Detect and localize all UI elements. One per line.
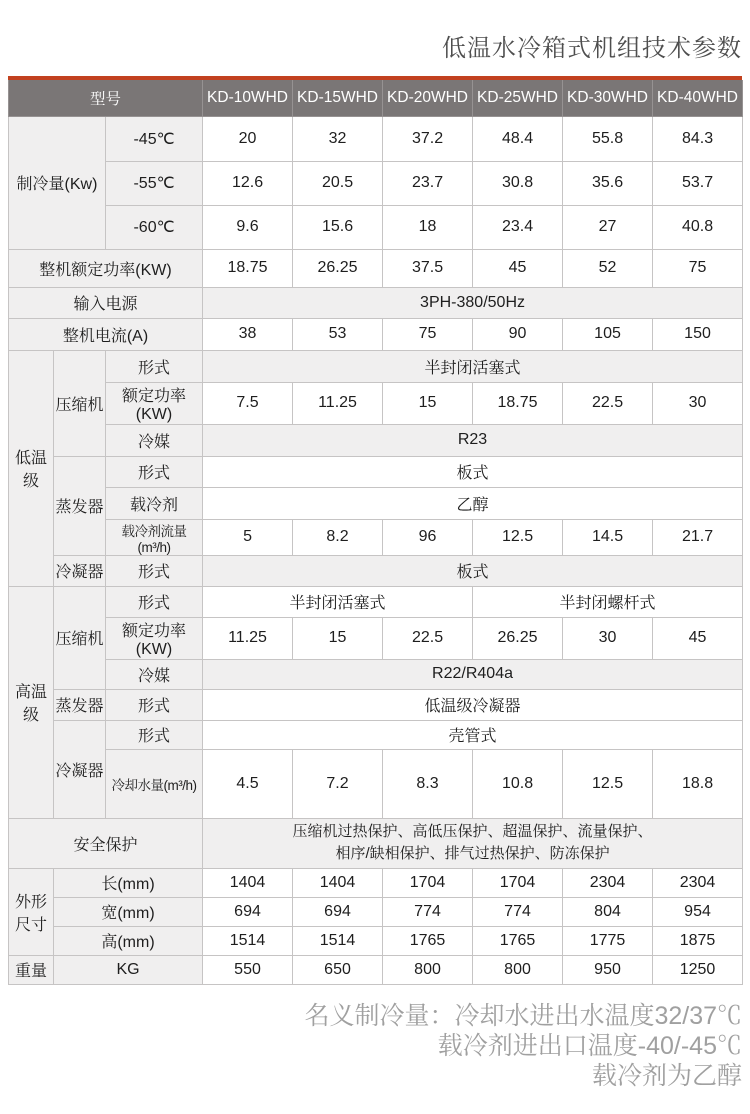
value-cell: 774 bbox=[383, 897, 473, 926]
dimension-row-label: 宽(mm) bbox=[54, 897, 203, 926]
high-compressor-power-row bbox=[9, 617, 743, 659]
coolant-flow-label: 载冷剂流量(m³/h) bbox=[106, 519, 203, 555]
value-cell: 18.75 bbox=[203, 249, 293, 287]
value-cell: 1765 bbox=[473, 926, 563, 955]
low-compressor-power-row bbox=[9, 382, 743, 424]
low-refrigerant-row bbox=[9, 424, 743, 456]
model-header-row bbox=[9, 80, 743, 116]
value-cell: 55.8 bbox=[563, 116, 653, 161]
value-cell: 15 bbox=[383, 382, 473, 424]
compressor-power-label: 额定功率(KW) bbox=[106, 617, 203, 659]
value-cell: 954 bbox=[653, 897, 743, 926]
value-cell: 37.2 bbox=[383, 116, 473, 161]
value-cell: 1404 bbox=[203, 868, 293, 897]
value-cell: 1250 bbox=[653, 955, 743, 984]
safety-line-2: 相序/缺相保护、排气过热保护、防冻保护 bbox=[335, 845, 610, 862]
weight-unit: KG bbox=[54, 955, 203, 984]
refrigerant-label: 冷媒 bbox=[106, 659, 203, 689]
value-cell: 694 bbox=[203, 897, 293, 926]
rated-power-label: 整机额定功率(KW) bbox=[9, 249, 203, 287]
type-label: 形式 bbox=[106, 586, 203, 617]
value-cell: 11.25 bbox=[293, 382, 383, 424]
value-cell: 7.5 bbox=[203, 382, 293, 424]
footnote-line: 载冷剂进出口温度-40/-45℃ bbox=[437, 1031, 742, 1060]
value-cell: 1404 bbox=[293, 868, 383, 897]
high-condenser-type-value: 壳管式 bbox=[203, 720, 743, 749]
safety-label: 安全保护 bbox=[9, 818, 203, 868]
value-cell: 15.6 bbox=[293, 205, 383, 249]
type-label: 形式 bbox=[106, 350, 203, 382]
value-cell: 12.5 bbox=[473, 519, 563, 555]
low-evaporator-type-row bbox=[9, 456, 743, 487]
value-cell: 804 bbox=[563, 897, 653, 926]
dimension-row-label: 高(mm) bbox=[54, 926, 203, 955]
high-compressor-type-row bbox=[9, 586, 743, 617]
value-cell: 52 bbox=[563, 249, 653, 287]
value-cell: 950 bbox=[563, 955, 653, 984]
value-cell: 23.4 bbox=[473, 205, 563, 249]
value-cell: 2304 bbox=[653, 868, 743, 897]
cooling-row-45 bbox=[9, 116, 743, 161]
value-cell: 37.5 bbox=[383, 249, 473, 287]
value-cell: 8.3 bbox=[383, 749, 473, 818]
value-cell: 90 bbox=[473, 318, 563, 350]
high-condenser-type-row bbox=[9, 720, 743, 749]
value-cell: 18.8 bbox=[653, 749, 743, 818]
low-refrigerant-value: R23 bbox=[203, 424, 743, 456]
coolant-value: 乙醇 bbox=[203, 487, 743, 519]
dimension-row-label: 长(mm) bbox=[54, 868, 203, 897]
value-cell: 7.2 bbox=[293, 749, 383, 818]
dimension-length-row bbox=[9, 868, 743, 897]
value-cell: 84.3 bbox=[653, 116, 743, 161]
value-cell: 22.5 bbox=[383, 617, 473, 659]
value-cell: 1514 bbox=[203, 926, 293, 955]
value-cell: 21.7 bbox=[653, 519, 743, 555]
value-cell: 9.6 bbox=[203, 205, 293, 249]
safety-row bbox=[9, 818, 743, 868]
value-cell: 1704 bbox=[473, 868, 563, 897]
value-cell: 800 bbox=[473, 955, 563, 984]
temp-row-label: -60℃ bbox=[106, 205, 203, 249]
value-cell: 15 bbox=[293, 617, 383, 659]
value-cell: 26.25 bbox=[293, 249, 383, 287]
value-cell: 22.5 bbox=[563, 382, 653, 424]
cooling-water-row bbox=[9, 749, 743, 818]
cooling-water-label: 冷却水量(m³/h) bbox=[106, 749, 203, 818]
type-label: 形式 bbox=[106, 555, 203, 586]
value-cell: 27 bbox=[563, 205, 653, 249]
value-cell: 150 bbox=[653, 318, 743, 350]
coolant-label: 载冷剂 bbox=[106, 487, 203, 519]
high-evaporator-label: 蒸发器 bbox=[54, 689, 106, 720]
compressor-power-label: 额定功率(KW) bbox=[106, 382, 203, 424]
low-evaporator-label: 蒸发器 bbox=[54, 456, 106, 555]
value-cell: 48.4 bbox=[473, 116, 563, 161]
rated-power-row bbox=[9, 249, 743, 287]
value-cell: 32 bbox=[293, 116, 383, 161]
value-cell: 30 bbox=[653, 382, 743, 424]
high-refrigerant-value: R22/R404a bbox=[203, 659, 743, 689]
high-compressor-label: 压缩机 bbox=[54, 586, 106, 689]
value-cell: 53.7 bbox=[653, 161, 743, 205]
model-header-cell: KD-25WHD bbox=[473, 80, 563, 116]
value-cell: 774 bbox=[473, 897, 563, 926]
page bbox=[0, 28, 750, 1091]
value-cell: 12.5 bbox=[563, 749, 653, 818]
current-label: 整机电流(A) bbox=[9, 318, 203, 350]
type-label: 形式 bbox=[106, 689, 203, 720]
refrigerant-label: 冷媒 bbox=[106, 424, 203, 456]
model-label-header: 型号 bbox=[9, 80, 203, 116]
model-header-cell: KD-40WHD bbox=[653, 80, 743, 116]
footnote bbox=[8, 1001, 742, 1091]
value-cell: 45 bbox=[653, 617, 743, 659]
value-cell: 12.6 bbox=[203, 161, 293, 205]
dimension-height-row bbox=[9, 926, 743, 955]
high-evaporator-type-row bbox=[9, 689, 743, 720]
type-label: 形式 bbox=[106, 720, 203, 749]
value-cell: 45 bbox=[473, 249, 563, 287]
low-coolant-flow-row bbox=[9, 519, 743, 555]
high-refrigerant-row bbox=[9, 659, 743, 689]
value-cell: 8.2 bbox=[293, 519, 383, 555]
value-cell: 40.8 bbox=[653, 205, 743, 249]
value-cell: 1775 bbox=[563, 926, 653, 955]
footnote-line: 载冷剂为乙醇 bbox=[591, 1061, 742, 1090]
cooling-row-55 bbox=[9, 161, 743, 205]
low-stage-compressor-type-row bbox=[9, 350, 743, 382]
value-cell: 53 bbox=[293, 318, 383, 350]
low-compressor-label: 压缩机 bbox=[54, 350, 106, 456]
low-condenser-type-row bbox=[9, 555, 743, 586]
type-label: 形式 bbox=[106, 456, 203, 487]
value-cell: 20 bbox=[203, 116, 293, 161]
low-condenser-label: 冷凝器 bbox=[54, 555, 106, 586]
high-compressor-type-left: 半封闭活塞式 bbox=[203, 586, 473, 617]
value-cell: 1875 bbox=[653, 926, 743, 955]
power-supply-label: 输入电源 bbox=[9, 287, 203, 318]
value-cell: 23.7 bbox=[383, 161, 473, 205]
value-cell: 650 bbox=[293, 955, 383, 984]
high-condenser-label: 冷凝器 bbox=[54, 720, 106, 818]
high-compressor-type-right: 半封闭螺杆式 bbox=[473, 586, 743, 617]
weight-row bbox=[9, 955, 743, 984]
value-cell: 96 bbox=[383, 519, 473, 555]
high-evaporator-type-value: 低温级冷凝器 bbox=[203, 689, 743, 720]
value-cell: 5 bbox=[203, 519, 293, 555]
value-cell: 694 bbox=[293, 897, 383, 926]
value-cell: 4.5 bbox=[203, 749, 293, 818]
model-header-cell: KD-20WHD bbox=[383, 80, 473, 116]
high-stage-label: 高温级 bbox=[9, 586, 54, 818]
spec-table bbox=[8, 80, 743, 985]
value-cell: 1704 bbox=[383, 868, 473, 897]
temp-row-label: -55℃ bbox=[106, 161, 203, 205]
footnote-line: 名义制冷量：冷却水进出水温度32/37℃ bbox=[304, 1001, 742, 1030]
low-coolant-row bbox=[9, 487, 743, 519]
value-cell: 30.8 bbox=[473, 161, 563, 205]
value-cell: 10.8 bbox=[473, 749, 563, 818]
current-row bbox=[9, 318, 743, 350]
value-cell: 2304 bbox=[563, 868, 653, 897]
power-supply-row bbox=[9, 287, 743, 318]
low-evaporator-type-value: 板式 bbox=[203, 456, 743, 487]
model-header-cell: KD-30WHD bbox=[563, 80, 653, 116]
dimensions-label: 外形尺寸 bbox=[9, 868, 54, 955]
value-cell: 26.25 bbox=[473, 617, 563, 659]
value-cell: 800 bbox=[383, 955, 473, 984]
cooling-row-60 bbox=[9, 205, 743, 249]
value-cell: 30 bbox=[563, 617, 653, 659]
dimension-width-row bbox=[9, 897, 743, 926]
value-cell: 18.75 bbox=[473, 382, 563, 424]
power-supply-value: 3PH-380/50Hz bbox=[203, 287, 743, 318]
value-cell: 35.6 bbox=[563, 161, 653, 205]
value-cell: 550 bbox=[203, 955, 293, 984]
weight-label: 重量 bbox=[9, 955, 54, 984]
value-cell: 105 bbox=[563, 318, 653, 350]
value-cell: 11.25 bbox=[203, 617, 293, 659]
value-cell: 1765 bbox=[383, 926, 473, 955]
model-header-cell: KD-15WHD bbox=[293, 80, 383, 116]
value-cell: 20.5 bbox=[293, 161, 383, 205]
temp-row-label: -45℃ bbox=[106, 116, 203, 161]
value-cell: 75 bbox=[383, 318, 473, 350]
cooling-capacity-label: 制冷量(Kw) bbox=[9, 116, 106, 249]
low-stage-label: 低温级 bbox=[9, 350, 54, 586]
page-title: 低温水冷箱式机组技术参数 bbox=[442, 35, 742, 62]
safety-line-1: 压缩机过热保护、高低压保护、超温保护、流量保护、 bbox=[292, 822, 653, 840]
model-header-cell: KD-10WHD bbox=[203, 80, 293, 116]
value-cell: 14.5 bbox=[563, 519, 653, 555]
low-condenser-type-value: 板式 bbox=[203, 555, 743, 586]
low-compressor-type-value: 半封闭活塞式 bbox=[203, 350, 743, 382]
value-cell: 1514 bbox=[293, 926, 383, 955]
value-cell: 75 bbox=[653, 249, 743, 287]
safety-value bbox=[203, 818, 743, 868]
value-cell: 38 bbox=[203, 318, 293, 350]
value-cell: 18 bbox=[383, 205, 473, 249]
